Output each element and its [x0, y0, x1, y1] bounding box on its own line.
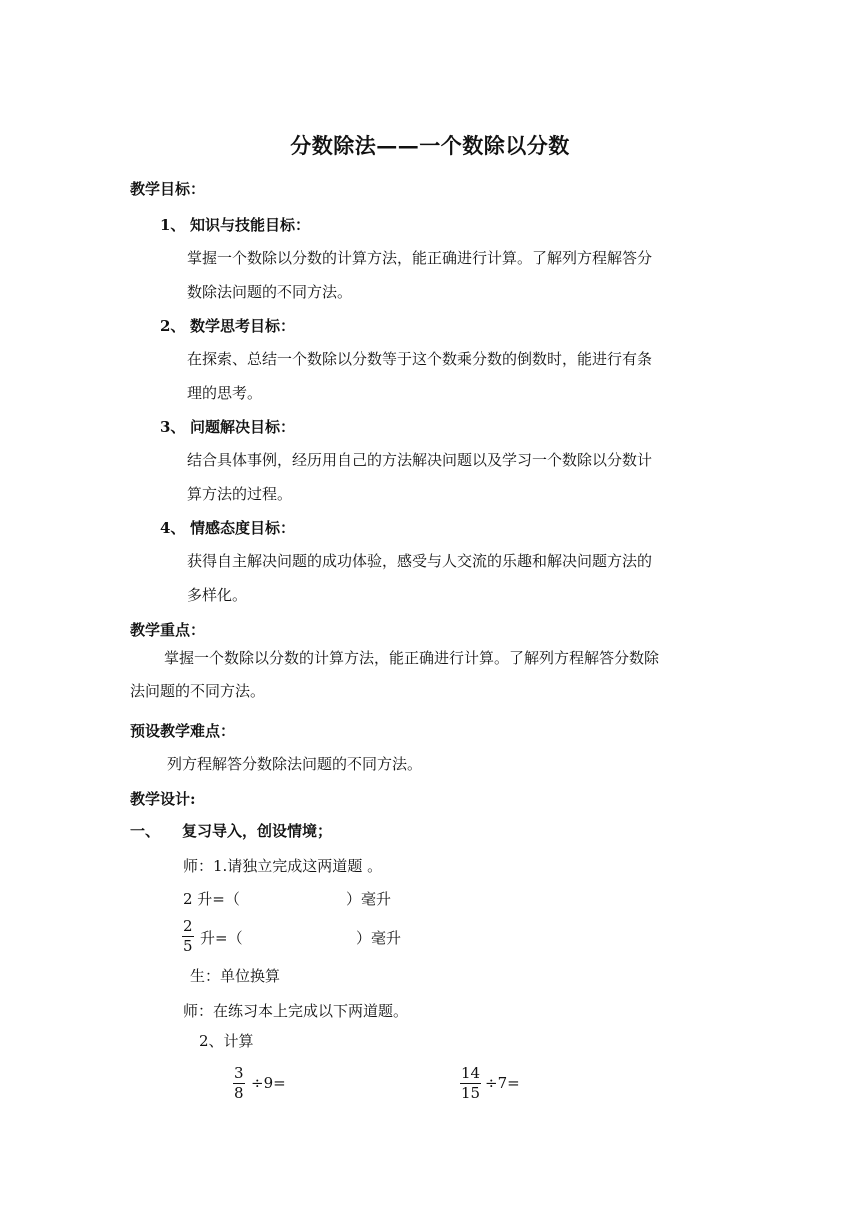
page-title: 分数除法——一个数除以分数: [290, 133, 570, 158]
key-points-text: 掌握一个数除以分数的计算方法，能正确进行计算。了解列方程解答分数除: [164, 649, 660, 667]
section-title: 复习导入，创设情境；: [182, 822, 333, 840]
objective-title: 情感态度目标：: [190, 519, 296, 537]
objective-title: 知识与技能目标：: [190, 216, 311, 234]
objective-number: 3、: [160, 418, 186, 436]
fraction-numerator: 14: [461, 1064, 481, 1082]
student-answer: 生：单位换算: [190, 967, 281, 985]
fraction-three-eighths: [233, 1065, 245, 1102]
conversion-question-prefix: 2 升=（: [183, 890, 240, 908]
objective-number: 2、: [160, 317, 186, 335]
fraction-numerator: 3: [234, 1064, 244, 1082]
objective-title: 问题解决目标：: [190, 418, 296, 436]
objective-number: 1、: [160, 216, 186, 234]
conversion-question-prefix: 升=（: [200, 929, 243, 947]
objective-text: 获得自主解决问题的成功体验，感受与人交流的乐趣和解决问题方法的: [187, 552, 653, 570]
difficulty-heading: 预设教学难点：: [130, 722, 236, 740]
teacher-prompt: 师：1.请独立完成这两道题 。: [183, 857, 383, 875]
key-points-heading: 教学重点：: [130, 621, 206, 639]
fraction-denominator: 15: [461, 1084, 481, 1102]
objectives-heading: 教学目标：: [130, 180, 206, 198]
fraction-two-fifths: [182, 918, 194, 955]
section-number: 一、: [130, 822, 161, 840]
objective-text: 数除法问题的不同方法。: [187, 283, 353, 301]
objective-text: 掌握一个数除以分数的计算方法，能正确进行计算。了解列方程解答分: [187, 249, 653, 267]
fraction-denominator: 8: [234, 1084, 244, 1102]
calc-label: 2、计算: [199, 1032, 254, 1050]
fraction-fourteen-fifteenths: [460, 1065, 481, 1102]
difficulty-text: 列方程解答分数除法问题的不同方法。: [167, 755, 423, 773]
calc-expression: ÷9=: [251, 1074, 286, 1092]
conversion-question-suffix: ）毫升: [346, 890, 392, 908]
objective-text: 结合具体事例，经历用自己的方法解决问题以及学习一个数除以分数计: [187, 451, 653, 469]
objective-text: 理的思考。: [187, 384, 263, 402]
design-heading: 教学设计:: [130, 790, 196, 808]
fraction-denominator: 5: [183, 937, 193, 955]
key-points-text: 法问题的不同方法。: [130, 682, 266, 700]
objective-number: 4、: [160, 519, 186, 537]
conversion-question-suffix: ）毫升: [356, 929, 402, 947]
calc-expression: ÷7=: [485, 1074, 520, 1092]
objective-text: 算方法的过程。: [187, 485, 293, 503]
fraction-numerator: 2: [183, 917, 193, 935]
teacher-prompt: 师：在练习本上完成以下两道题。: [183, 1002, 409, 1020]
objective-title: 数学思考目标：: [190, 317, 296, 335]
objective-text: 多样化。: [187, 586, 248, 604]
objective-text: 在探索、总结一个数除以分数等于这个数乘分数的倒数时，能进行有条: [187, 350, 653, 368]
